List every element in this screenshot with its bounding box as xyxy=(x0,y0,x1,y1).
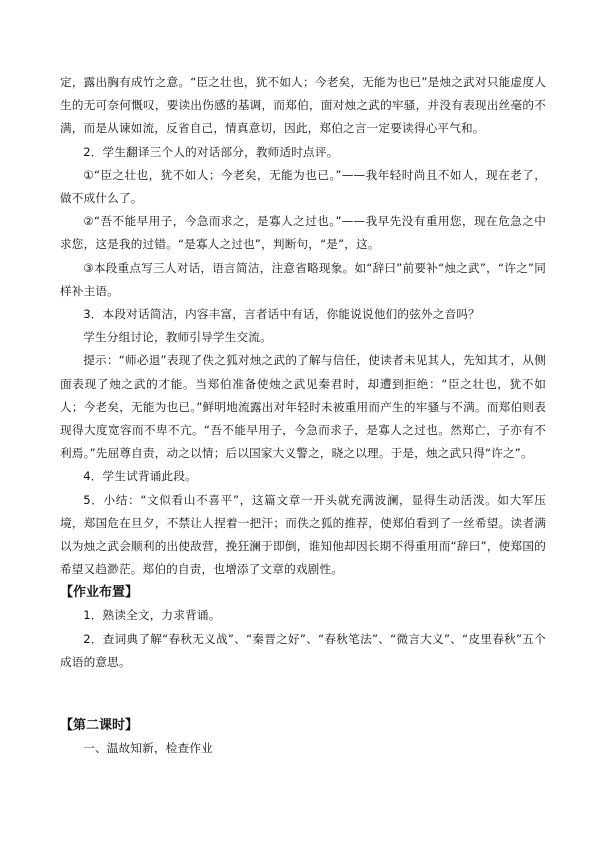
paragraph: 定，露出胸有成竹之意。“臣之壮也，犹不如人；今老矣，无能为也已”是烛之武对只能虚度人生的无可奈何慨叹，要读出伤感的基调，而郑伯，面对烛之武的牢骚，并没有表现出丝毫的不满，而是从谏如流，反省自己，情真意切，因此，郑伯之言一定要读得心平气和。 xyxy=(60,75,546,136)
paragraph: ①“臣之壮也，犹不如人；今老矣，无能为也已。”——我年轻时尚且不如人，现在老了，做不成什么了。 xyxy=(60,167,546,206)
paragraph: 5．小结：“文似看山不喜平”，这篇文章一开头就充满波澜，显得生动活泼。如大军压境，郑国危在旦夕，不禁让人捏着一把汗；而佚之狐的推荐，使郑伯看到了一丝希望。读者满以为烛之武会顺利的出使敌营，挽狂澜于即倒，谁知他却因长期不得重用而“辞曰”，使郑国的希望又趋渺茫。郑伯的自责，也增添了文章的戏剧性。 xyxy=(60,492,546,577)
document-body xyxy=(60,71,546,760)
paragraph: 一、温故知新，检查作业 xyxy=(83,741,213,756)
section-heading-homework: 【作业布置】 xyxy=(60,585,139,601)
paragraph: 1．熟读全文，力求背诵。 xyxy=(83,608,221,623)
paragraph: 2．查词典了解“春秋无义战”、“秦晋之好”、“春秋笔法”、“微言大义”、“皮里春秋”五个成语的意思。 xyxy=(60,631,546,669)
paragraph: 3．本段对话简洁，内容丰富，言者话中有话，你能说说他们的弦外之音吗？ xyxy=(83,307,480,322)
paragraph: ②“吾不能早用子，今急而求之，是寡人之过也。”——我早先没有重用您，现在危急之中求您，这是我的过错。“是寡人之过也”，判断句，“是”，这。 xyxy=(60,214,546,252)
spacer xyxy=(60,674,546,714)
paragraph: ③本段重点写三人对话，语言简洁，注意省略现象。如“辞曰”前要补“烛之武”，“许之”同样补主语。 xyxy=(60,260,546,298)
section-heading-second-lesson: 【第二课时】 xyxy=(60,718,139,734)
paragraph: 提示：“师必退”表现了佚之狐对烛之武的了解与信任，使读者未见其人，先知其才，从侧面表现了烛之武的才能。当郑伯准备使烛之武见秦君时，却遭到拒绝：“臣之壮也，犹不如人；今老矣，无能为也已。”鲜明地流露出对年轻时未被重用而产生的牢骚与不满。而郑伯则表现得大度宽容而不卑不亢。“吾不能早用子，今急而求子，是寡人之过也。然郑亡，子亦有不利焉。”先屈尊自责，动之以情；后以国家大义警之，晓之以理。于是，烛之武只得“许之”。 xyxy=(60,353,546,461)
paragraph: 2．学生翻译三个人的对话部分，教师适时点评。 xyxy=(83,144,339,159)
paragraph: 4．学生试背诵此段。 xyxy=(83,469,197,484)
paragraph: 学生分组讨论，教师引导学生交流。 xyxy=(83,330,272,345)
